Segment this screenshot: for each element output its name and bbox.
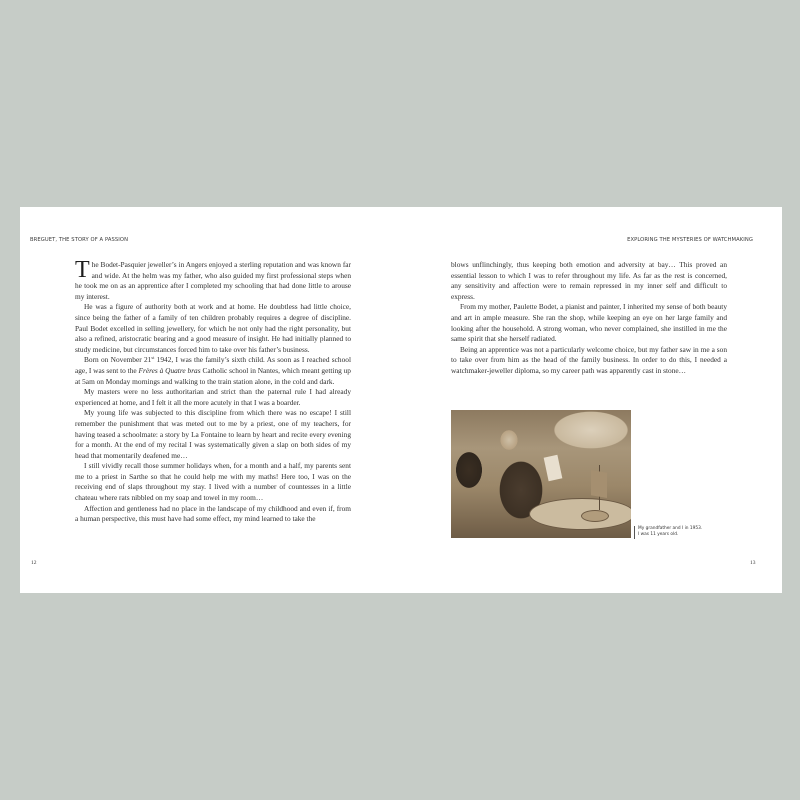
paragraph: Born on November 21st 1942, I was the family’s sixth child. As soon as I reached school age, I was sent to the Frères à Quatre bras Catholic school in Nantes, which meant getting up at 5am on Monday mornings and walking to the train station alone, in the cold and dark. (75, 355, 351, 386)
paragraph: The Bodet-Pasquier jeweller’s in Angers enjoyed a sterling reputation and was known far and wide. At the helm was my father, who also guided my first professional steps when he took me on as an apprentice after I completed my schooling that had done little to arouse my interest. (75, 257, 351, 301)
photo-bowl-shape (581, 510, 609, 522)
paragraph: I still vividly recall those summer holidays when, for a month and a half, my parents sent me to a priest in Sarthe so that he could help me with my maths! Here too, I was on the receiving end of slaps throughout my stay. I lived with a number of countesses in a little chateau where rats nibbled on my soap and towel in my room… (75, 461, 351, 503)
left-page-text (75, 257, 351, 525)
drop-cap: T (75, 257, 90, 283)
page-number-right: 13 (750, 560, 756, 566)
photo-sail-shape (591, 470, 607, 498)
running-head-right: EXPLORING THE MYSTERIES OF WATCHMAKING (627, 237, 753, 243)
book-spread (20, 207, 782, 593)
paragraph: blows unflinchingly, thus keeping both emotion and adversity at bay… This proved an essential lesson to which I was to refer throughout my life. As far as the rest is concerned, any sensitivity and affection were to remain repressed in my inner self and difficult to express. (451, 260, 727, 301)
running-head-left: BREGUET, THE STORY OF A PASSION (30, 237, 129, 243)
page-number-left: 12 (31, 560, 37, 566)
caption-line-1: My grandfather and I in 1953. (638, 526, 703, 531)
caption-line-2: I was 11 years old. (638, 532, 679, 538)
paragraph: From my mother, Paulette Bodet, a pianist and painter, I inherited my sense of both beauty and art in ample measure. She ran the shop, while keeping an eye on her large family and looking after the household. A strong woman, who never complained, she instilled in me the same spirit that she herself radiated. (451, 302, 727, 344)
paragraph: He was a figure of authority both at work and at home. He doubtless had little choice, since being the father of a family of ten children probably requires a degree of discipline. Paul Bodet excelled in selling jewellery, for which he not only had the right personality, but also a refined, aristocratic bearing and a good measure of insight. He had initially planned to study medicine, but circumstances forced him to take over his father’s business. (75, 302, 351, 354)
right-page-text (451, 260, 727, 377)
photo-table-shape (529, 498, 631, 530)
paragraph: My masters were no less authoritarian and strict than the paternal rule I had already experienced at home, and I felt it all the more acutely in that I was a boarder. (75, 387, 351, 407)
paragraph: Affection and gentleness had no place in the landscape of my childhood and even if, from a human perspective, this must have had some effect, my mind learned to take the (75, 503, 351, 524)
school-name: Frères à Quatre bras (138, 365, 201, 375)
photo-book-shape (544, 455, 563, 481)
paragraph: My young life was subjected to this discipline from which there was no escape! I still remember the punishment that was meted out to me by a priest, one of my teachers, for having teased a schoolmate: a story by La Fontaine to learn by heart and recite every evening for a month. At the end of my recital I was systematically given a slap on both sides of my head that momentarily deafened me… (75, 408, 351, 460)
photo-caption (634, 526, 702, 539)
sepia-photograph (451, 410, 631, 538)
paragraph: Being an apprentice was not a particularly welcome choice, but my father saw in me a son to take over from him as the head of the family business. In order to do this, I needed a watchmaker-jeweller diploma, so my career path was apparently cast in stone… (451, 344, 727, 375)
